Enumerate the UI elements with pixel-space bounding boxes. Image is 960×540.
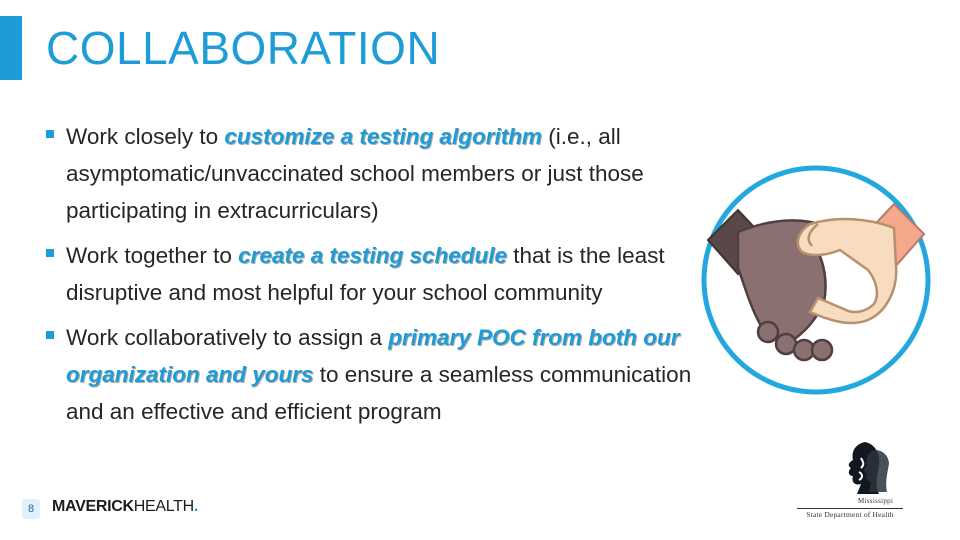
- bullet-text: to ensure a seamless communication and an effective and efficient program: [66, 362, 692, 424]
- title-accent-bar: [0, 16, 22, 80]
- brand-dot: .: [193, 498, 199, 515]
- bullet-square-icon: [46, 249, 54, 257]
- bullet-emphasis: create a testing schedule: [238, 243, 508, 268]
- brand-light-text: HEALTH: [133, 498, 194, 515]
- bullet-square-icon: [46, 331, 54, 339]
- bullet-text: Work closely to: [66, 124, 225, 149]
- bullet-emphasis: customize a testing algorithm: [224, 124, 542, 149]
- bullet-text: Work collaboratively to assign a: [66, 325, 389, 350]
- bullet-text: that is the least disruptive and most helpful for your school community: [66, 243, 665, 305]
- bullet-text: Work together to: [66, 243, 239, 268]
- bullet-text: (i.e., all asymptomatic/unvaccinated school members or just those participating in extracurriculars): [66, 124, 644, 223]
- maverick-health-logo: [52, 498, 198, 516]
- msdh-department-name: State Department of Health: [797, 508, 903, 519]
- msdh-profile-logo: [795, 438, 905, 518]
- bullet-item: [46, 319, 696, 430]
- bullet-item: [46, 118, 696, 229]
- bullet-list: [46, 118, 696, 438]
- bullet-item: [46, 237, 696, 311]
- msdh-state-name: Mississippi: [858, 497, 894, 505]
- bullet-square-icon: [46, 130, 54, 138]
- brand-bold-text: MAVERICK: [52, 498, 134, 515]
- bullet-emphasis: primary POC from both our organization and yours: [66, 325, 680, 387]
- handshake-icon: [698, 162, 934, 398]
- slide-title: COLLABORATION: [46, 22, 441, 74]
- page-number: 8: [22, 499, 40, 519]
